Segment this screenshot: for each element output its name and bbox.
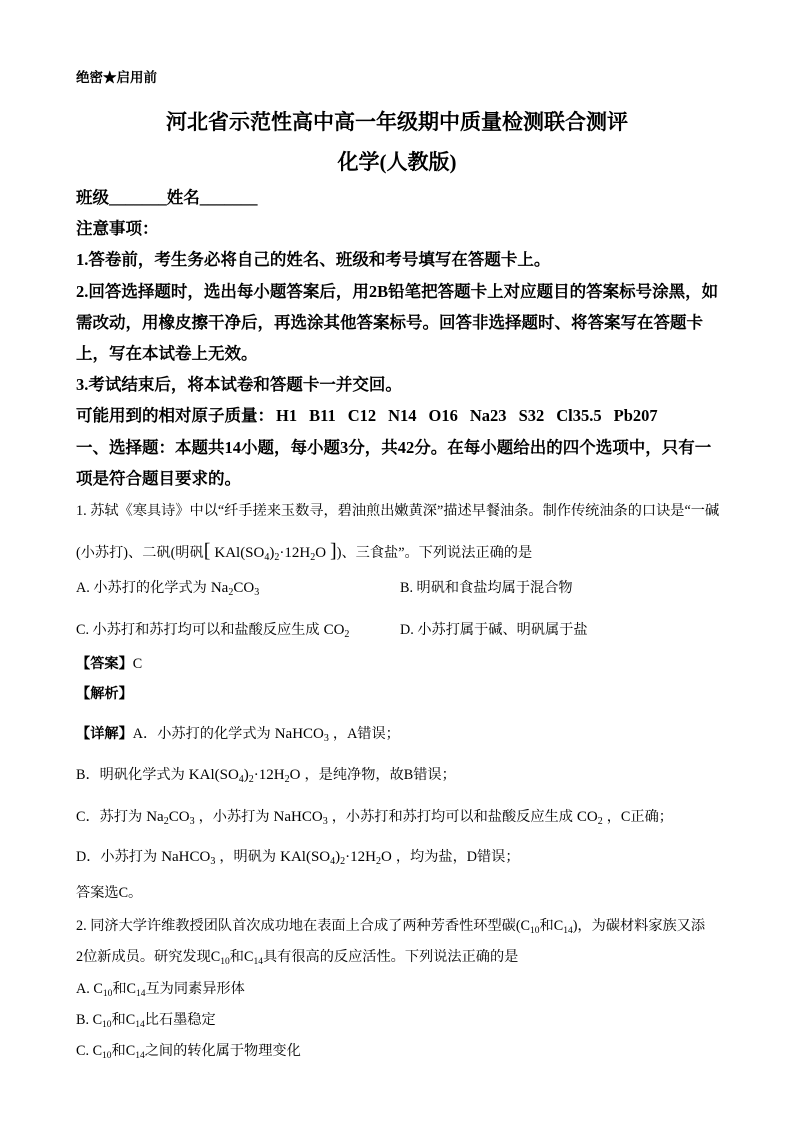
formula-subscript: 2	[597, 816, 603, 827]
exam-title: 河北省示范性高中高一年级期中质量检测联合测评	[166, 110, 628, 134]
detail-text: ，小苏打为	[198, 809, 270, 825]
co2-formula	[577, 809, 603, 825]
q1-stem-line-2	[76, 539, 532, 563]
formula-text: C	[93, 981, 103, 997]
formula-subscript: 3	[210, 856, 216, 867]
formula-subscript: 2	[344, 629, 350, 640]
nahco3-formula	[275, 726, 329, 742]
formula-text: ·12H	[279, 545, 311, 561]
q1-stem-line-1: 1. 苏轼《寒具诗》中以“纤手搓来玉数寻，碧油煎出嫩黄深”描述早餐油条。制作传统油条的口诀是“一碱	[76, 503, 720, 519]
q2-stem-text: 2位新成员。研究发现	[76, 949, 211, 965]
formula-text: CO	[576, 809, 598, 825]
open-bracket: [	[203, 540, 211, 562]
class-blank: _______	[109, 188, 167, 207]
q2-stem-text: 和	[539, 918, 554, 934]
c10-formula	[93, 1043, 112, 1059]
formula-subscript: 14	[253, 957, 263, 967]
q1-detail-b	[76, 763, 456, 787]
formula-text: O	[380, 849, 392, 865]
answer-label: 【答案】	[76, 656, 133, 672]
formula-subscript: 3	[254, 587, 260, 598]
formula-text: Na	[210, 580, 229, 596]
c14-formula	[127, 981, 146, 997]
q1-option-c	[76, 618, 353, 642]
detail-text: ，均为盐，D错误；	[395, 849, 520, 865]
q2-stem-line-1	[76, 914, 705, 938]
q1-option-b: B. 明矾和食盐均属于混合物	[400, 580, 573, 596]
detail-label: 【详解】	[76, 726, 133, 742]
c10-formula	[211, 949, 230, 965]
formula-subscript: 2	[248, 774, 254, 785]
q1-answer	[76, 652, 142, 676]
q2-stem-line-2	[76, 945, 518, 969]
section-heading-line-1: 一、选择题：本题共14小题，每小题3分，共42分。在每小题给出的四个选项中，只有一	[76, 438, 712, 457]
formula-text: Na	[146, 809, 164, 825]
notice-line-1: 1.答卷前，考生务必将自己的姓名、班级和考号填写在答题卡上。	[76, 250, 551, 269]
class-label: 班级	[76, 188, 109, 207]
c14-formula	[126, 1012, 145, 1028]
atomic-masses-row	[76, 404, 658, 428]
formula-subscript: 2	[274, 552, 280, 563]
atomic-mass-o: O16	[428, 406, 458, 425]
formula-text: CO	[168, 809, 190, 825]
formula-subscript: 3	[322, 816, 328, 827]
q2-option-a	[76, 977, 245, 1001]
c14-formula	[244, 949, 263, 965]
formula-text: KAl(SO	[188, 767, 239, 783]
formula-text: CO	[233, 580, 255, 596]
q2-option-c	[76, 1039, 301, 1063]
formula-subscript: 10	[102, 989, 113, 999]
atomic-mass-pb: Pb207	[613, 406, 658, 425]
option-c-text: C. 小苏打和苏打均可以和盐酸反应生成	[76, 622, 320, 638]
alum-formula	[280, 849, 392, 865]
q1-detail-a	[76, 722, 400, 746]
formula-subscript: 14	[135, 1020, 145, 1030]
atomic-mass-s: S32	[518, 406, 545, 425]
formula-text: ·12H	[345, 849, 376, 865]
atomic-mass-cl: Cl35.5	[556, 406, 602, 425]
notice-line-2: 2.回答选择题时，选出每小题答案后，用2B铅笔把答题卡上对应题目的答案标号涂黑，如	[76, 282, 719, 301]
q2-option-b	[76, 1008, 216, 1032]
formula-subscript: 2	[163, 816, 169, 827]
q1-stem-text: (小苏打)、二矾(明矾	[76, 545, 204, 561]
detail-text: ，C正确；	[606, 809, 673, 825]
formula-text: C	[520, 918, 531, 934]
formula-subscript: 4	[264, 552, 270, 563]
option-text: 和	[111, 1043, 126, 1059]
q1-option-d: D. 小苏打属于碱、明矾属于盐	[400, 622, 588, 638]
formula-subscript: 2	[375, 856, 381, 867]
formula-subscript: 10	[102, 1051, 112, 1061]
option-text: 之间的转化属于物理变化	[144, 1043, 301, 1059]
detail-text: B．明矾化学式为	[76, 767, 185, 783]
formula-subscript: 10	[530, 926, 540, 936]
formula-text: NaHCO	[161, 849, 211, 865]
detail-text: C．苏打为	[76, 809, 143, 825]
formula-text: CO	[323, 622, 345, 638]
exam-subject: 化学(人教版)	[337, 150, 457, 174]
alum-formula	[189, 767, 301, 783]
formula-subscript: 14	[563, 926, 573, 936]
name-label: 姓名	[166, 188, 200, 207]
answer-value: C	[132, 656, 143, 672]
close-bracket: ]	[330, 540, 337, 562]
detail-text: ，是纯净物，故B错误；	[304, 767, 456, 783]
formula-text: O	[289, 767, 301, 783]
notice-line-4: 上，写在本试卷上无效。	[76, 344, 258, 363]
q1-conclusion: 答案选C。	[76, 885, 143, 901]
formula-text: ·12H	[253, 767, 285, 783]
alum-formula	[214, 545, 326, 561]
option-text: 互为同素异形体	[145, 981, 245, 997]
formula-subscript: 4	[330, 856, 336, 867]
formula-subscript: 3	[189, 816, 195, 827]
option-text: 和	[112, 981, 127, 997]
q1-detail-d	[76, 845, 520, 869]
formula-subscript: 2	[310, 552, 316, 563]
formula-subscript: 2	[340, 856, 346, 867]
formula-subscript: 10	[220, 957, 230, 967]
na2co3-formula	[211, 580, 259, 596]
formula-subscript: 14	[135, 989, 146, 999]
atomic-masses-label: 可能用到的相对原子质量：	[76, 406, 274, 425]
formula-subscript: 2	[284, 774, 290, 785]
formula-text: C	[126, 981, 136, 997]
q2-stem-text: )，为碳材料家族又添	[572, 918, 706, 934]
c14-formula	[126, 1043, 145, 1059]
q1-option-a	[76, 576, 263, 600]
atomic-mass-h: H1	[276, 406, 298, 425]
option-text: 比石墨稳定	[144, 1012, 216, 1028]
c10-formula	[521, 918, 540, 934]
formula-text: C	[243, 949, 254, 965]
na2co3-formula	[146, 809, 194, 825]
c10-formula	[93, 1012, 112, 1028]
atomic-mass-na: Na23	[469, 406, 507, 425]
detail-text: D．小苏打为	[76, 849, 158, 865]
atomic-mass-n: N14	[388, 406, 417, 425]
formula-subscript: 14	[135, 1051, 145, 1061]
formula-text: )	[269, 545, 275, 561]
formula-text: C	[92, 1012, 103, 1028]
formula-text: KAl(SO	[280, 849, 331, 865]
notice-line-3: 需改动，用橡皮擦干净后，再选涂其他答案标号。回答非选择题时、将答案写在答题卡	[76, 313, 703, 332]
c14-formula	[554, 918, 573, 934]
notice-heading: 注意事项：	[76, 219, 159, 238]
formula-subscript: 3	[323, 733, 329, 744]
formula-text: C	[210, 949, 221, 965]
formula-text: C	[125, 1043, 136, 1059]
option-text: B.	[76, 1012, 93, 1028]
formula-text: )	[243, 767, 249, 783]
c10-formula	[93, 981, 112, 997]
formula-text: NaHCO	[274, 726, 324, 742]
q1-stem-text: )、三食盐”。下列说法正确的是	[336, 545, 533, 561]
formula-text: C	[125, 1012, 136, 1028]
q2-stem-text: 2. 同济大学许维教授团队首次成功地在表面上合成了两种芳香性环型碳(	[76, 918, 521, 934]
atomic-mass-c: C12	[347, 406, 377, 425]
q1-analysis-label: 【解析】	[76, 686, 133, 702]
formula-text: KAl(SO	[214, 545, 265, 561]
formula-text: C	[553, 918, 564, 934]
formula-subscript: 4	[238, 774, 244, 785]
section-heading-line-2: 项是符合题目要求的。	[76, 469, 241, 488]
co2-formula	[324, 622, 350, 638]
formula-text: C	[92, 1043, 103, 1059]
name-blank: _______	[199, 188, 258, 207]
notice-line-5: 3.考试结束后，将本试卷和答题卡一并交回。	[76, 375, 402, 394]
q2-stem-text: 和	[229, 949, 244, 965]
option-text: 和	[111, 1012, 126, 1028]
nahco3-formula	[161, 849, 215, 865]
detail-text: ，A错误；	[332, 726, 400, 742]
q1-detail-c	[76, 805, 673, 829]
detail-text: ，小苏打和苏打均可以和盐酸反应生成	[331, 809, 573, 825]
q2-stem-text: 具有很高的反应活性。下列说法正确的是	[262, 949, 519, 965]
formula-text: NaHCO	[273, 809, 323, 825]
formula-subscript: 10	[102, 1020, 112, 1030]
option-text: A.	[76, 981, 94, 997]
class-name-row	[76, 186, 258, 210]
detail-text: ，明矾为	[219, 849, 277, 865]
formula-text: O	[315, 545, 327, 561]
option-text: C.	[76, 1043, 93, 1059]
option-a-text: A. 小苏打的化学式为	[76, 580, 207, 596]
detail-text: A．小苏打的化学式为	[132, 726, 271, 742]
formula-subscript: 2	[228, 587, 234, 598]
formula-text: )	[335, 849, 341, 865]
confidential-label: 绝密★启用前	[76, 70, 157, 85]
atomic-mass-b: B11	[309, 406, 336, 425]
nahco3-formula	[274, 809, 328, 825]
